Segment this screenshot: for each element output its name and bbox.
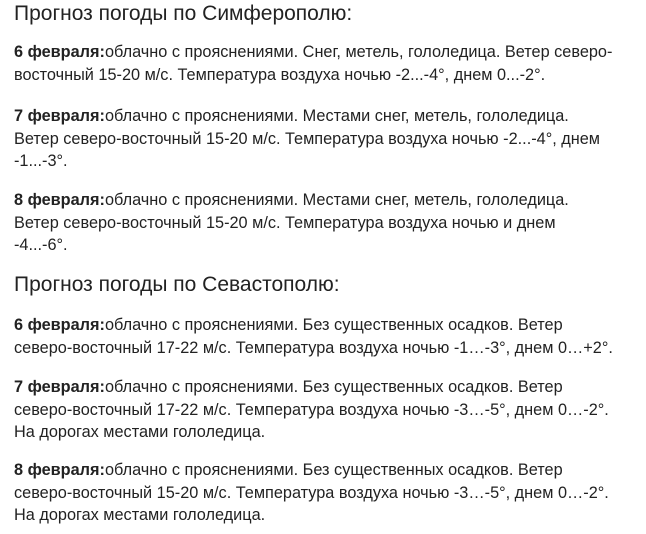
forecast-entry bbox=[14, 189, 644, 257]
section-title-simferopol: Прогноз погоды по Симферополю: bbox=[14, 2, 353, 25]
forecast-date: 7 февраля: bbox=[14, 107, 105, 125]
forecast-line: Ветер северо-восточный 15-20 м/с. Температура воздуха ночью -2...-4°, днем bbox=[14, 129, 600, 148]
forecast-entry bbox=[14, 41, 644, 86]
forecast-date: 6 февраля: bbox=[14, 43, 105, 61]
forecast-line: северо-восточный 15-20 м/с. Температура воздуха ночью -3…-5°, днем 0…-2°. bbox=[14, 483, 609, 502]
forecast-entry bbox=[14, 459, 644, 527]
forecast-line: восточный 15-20 м/с. Температура воздуха ночью -2...-4°, днем 0...-2°. bbox=[14, 65, 546, 84]
forecast-line: северо-восточный 17-22 м/с. Температура воздуха ночью -1…-3°, днем 0…+2°. bbox=[14, 338, 613, 357]
forecast-line: -4...-6°. bbox=[14, 236, 68, 254]
forecast-date: 6 февраля: bbox=[14, 316, 105, 334]
forecast-line: На дорогах местами гололедица. bbox=[14, 506, 266, 524]
forecast-text: облачно с прояснениями. Без существенных осадков. Ветер bbox=[104, 461, 563, 479]
forecast-line: На дорогах местами гололедица. bbox=[14, 423, 266, 441]
forecast-line bbox=[14, 459, 644, 482]
forecast-text: облачно с прояснениями. Без существенных осадков. Ветер bbox=[104, 316, 563, 334]
forecast-entry bbox=[14, 314, 644, 359]
forecast-date: 8 февраля: bbox=[14, 191, 105, 209]
forecast-entry bbox=[14, 376, 644, 444]
forecast-line bbox=[14, 41, 644, 64]
forecast-text: облачно с прояснениями. Местами снег, метель, гололедица. bbox=[104, 107, 569, 125]
forecast-line: северо-восточный 17-22 м/с. Температура воздуха ночью -3…-5°, днем 0…-2°. bbox=[14, 400, 609, 419]
forecast-line bbox=[14, 189, 644, 212]
forecast-line: -1...-3°. bbox=[14, 152, 68, 170]
section-title-sevastopol: Прогноз погоды по Севастополю: bbox=[14, 273, 340, 296]
forecast-entry bbox=[14, 105, 644, 173]
forecast-text: облачно с прояснениями. Местами снег, метель, гололедица. bbox=[104, 191, 569, 209]
forecast-line: Ветер северо-восточный 15-20 м/с. Температура воздуха ночью и днем bbox=[14, 213, 556, 232]
forecast-date: 7 февраля: bbox=[14, 378, 105, 396]
forecast-date: 8 февраля: bbox=[14, 461, 105, 479]
forecast-line bbox=[14, 376, 644, 399]
forecast-line bbox=[14, 105, 644, 128]
forecast-line bbox=[14, 314, 644, 337]
forecast-text: облачно с прояснениями. Без существенных осадков. Ветер bbox=[104, 378, 563, 396]
forecast-text: облачно с прояснениями. Снег, метель, гололедица. Ветер северо- bbox=[104, 43, 613, 61]
